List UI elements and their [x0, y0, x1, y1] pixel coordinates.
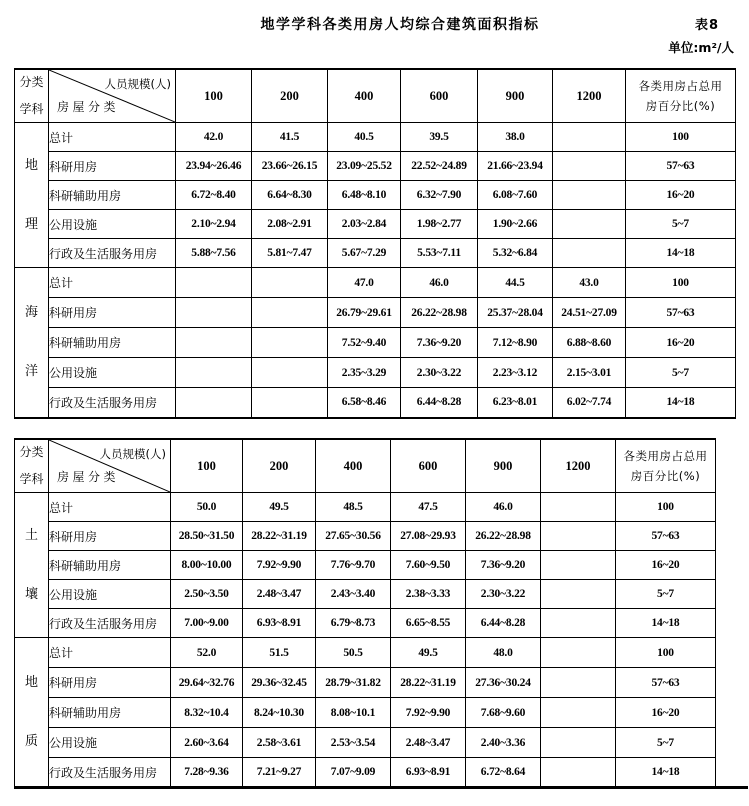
- row-label: 科研用房: [49, 668, 171, 698]
- value-cell: 48.5: [316, 493, 391, 522]
- value-cell: 2.40~3.36: [466, 728, 541, 758]
- table-row: [15, 358, 736, 388]
- value-cell: 2.58~3.61: [243, 728, 316, 758]
- row-label: 科研辅助用房: [49, 328, 176, 358]
- value-cell: 49.5: [243, 493, 316, 522]
- value-cell: [176, 268, 252, 298]
- value-cell: 7.76~9.70: [316, 551, 391, 580]
- row-label: 科研辅助用房: [49, 181, 176, 210]
- value-cell: 2.53~3.54: [316, 728, 391, 758]
- percent-header-line: 各类用房占总用: [623, 449, 708, 463]
- value-cell: [541, 728, 616, 758]
- value-cell: 7.21~9.27: [243, 758, 316, 788]
- scale-header: 600: [391, 439, 466, 493]
- area-table-bottom: [14, 438, 716, 789]
- table-row: [15, 181, 736, 210]
- value-cell: [541, 522, 616, 551]
- header-row: [15, 69, 736, 123]
- table-row: [15, 152, 736, 181]
- value-cell: 23.09~25.52: [328, 152, 401, 181]
- value-cell: 2.30~3.22: [401, 358, 478, 388]
- scale-header: 200: [252, 69, 328, 123]
- value-cell: 48.0: [466, 638, 541, 668]
- value-cell: 26.22~28.98: [401, 298, 478, 328]
- value-cell: 22.52~24.89: [401, 152, 478, 181]
- value-cell: 2.08~2.91: [252, 210, 328, 239]
- value-cell: [541, 609, 616, 638]
- value-cell: 2.10~2.94: [176, 210, 252, 239]
- value-cell: 47.5: [391, 493, 466, 522]
- corner-bottom-label: 学科: [19, 102, 44, 116]
- value-cell: 39.5: [401, 123, 478, 152]
- value-cell: 24.51~27.09: [553, 298, 626, 328]
- row-label: 公用设施: [49, 210, 176, 239]
- subject-char: 地: [24, 157, 38, 173]
- percent-header-line: 房百分比(%): [645, 99, 716, 113]
- value-cell: 26.22~28.98: [466, 522, 541, 551]
- scale-header: 100: [176, 69, 252, 123]
- value-cell: 6.58~8.46: [328, 388, 401, 418]
- subject-char: 土: [24, 527, 38, 543]
- value-cell: [176, 328, 252, 358]
- subject-char: 理: [24, 216, 38, 232]
- value-cell: 50.0: [171, 493, 243, 522]
- table-row: [15, 668, 716, 698]
- corner-top-label: 分类: [19, 445, 44, 459]
- value-cell: 5.81~7.47: [252, 239, 328, 268]
- percent-cell: 5~7: [616, 580, 716, 609]
- percent-cell: 16~20: [626, 328, 736, 358]
- value-cell: [176, 298, 252, 328]
- table-row: [15, 522, 716, 551]
- value-cell: 46.0: [401, 268, 478, 298]
- value-cell: [553, 181, 626, 210]
- value-cell: 5.53~7.11: [401, 239, 478, 268]
- percent-header-line: 各类用房占总用: [638, 79, 723, 93]
- value-cell: 2.15~3.01: [553, 358, 626, 388]
- value-cell: 6.02~7.74: [553, 388, 626, 418]
- value-cell: 6.65~8.55: [391, 609, 466, 638]
- diagonal-header-cell: [49, 69, 176, 123]
- value-cell: 27.08~29.93: [391, 522, 466, 551]
- row-label: 总计: [49, 123, 176, 152]
- row-label: 总计: [49, 268, 176, 298]
- table-row: [15, 328, 736, 358]
- value-cell: [553, 123, 626, 152]
- value-cell: 2.50~3.50: [171, 580, 243, 609]
- percent-cell: 14~18: [616, 609, 716, 638]
- value-cell: 7.36~9.20: [401, 328, 478, 358]
- value-cell: 5.88~7.56: [176, 239, 252, 268]
- corner-cell: [15, 439, 49, 493]
- table-row: [15, 388, 736, 418]
- table-body: [15, 69, 736, 418]
- value-cell: 28.50~31.50: [171, 522, 243, 551]
- value-cell: 6.64~8.30: [252, 181, 328, 210]
- table-row: [15, 268, 736, 298]
- table-number: 表8: [694, 18, 719, 33]
- percent-cell: 57~63: [616, 522, 716, 551]
- value-cell: 50.5: [316, 638, 391, 668]
- subject-char: 洋: [24, 363, 38, 379]
- page-title: 地学学科各类用房人均综合建筑面积指标: [260, 17, 540, 33]
- value-cell: [553, 152, 626, 181]
- value-cell: 28.22~31.19: [243, 522, 316, 551]
- value-cell: 1.98~2.77: [401, 210, 478, 239]
- percent-cell: 100: [626, 268, 736, 298]
- value-cell: 8.08~10.1: [316, 698, 391, 728]
- percent-cell: 16~20: [626, 181, 736, 210]
- value-cell: 29.64~32.76: [171, 668, 243, 698]
- area-table-top: [14, 68, 736, 419]
- percent-cell: 57~63: [626, 298, 736, 328]
- value-cell: 23.66~26.15: [252, 152, 328, 181]
- value-cell: 2.03~2.84: [328, 210, 401, 239]
- value-cell: 27.36~30.24: [466, 668, 541, 698]
- value-cell: [541, 758, 616, 788]
- bottom-rule: [14, 786, 748, 789]
- value-cell: 7.36~9.20: [466, 551, 541, 580]
- percent-cell: 16~20: [616, 698, 716, 728]
- value-cell: 6.72~8.64: [466, 758, 541, 788]
- diagonal-bottom-label: 房屋分类: [57, 100, 120, 114]
- table-row: [15, 298, 736, 328]
- percent-cell: 14~18: [626, 239, 736, 268]
- row-label: 行政及生活服务用房: [49, 758, 171, 788]
- value-cell: 7.28~9.36: [171, 758, 243, 788]
- value-cell: 6.72~8.40: [176, 181, 252, 210]
- percent-cell: 16~20: [616, 551, 716, 580]
- value-cell: 6.44~8.28: [401, 388, 478, 418]
- value-cell: 38.0: [478, 123, 553, 152]
- value-cell: [541, 551, 616, 580]
- value-cell: 40.5: [328, 123, 401, 152]
- subject-char: 壤: [24, 586, 38, 602]
- percent-cell: 5~7: [626, 358, 736, 388]
- value-cell: 25.37~28.04: [478, 298, 553, 328]
- value-cell: 6.88~8.60: [553, 328, 626, 358]
- table-row: [15, 493, 716, 522]
- value-cell: 44.5: [478, 268, 553, 298]
- row-label: 科研用房: [49, 152, 176, 181]
- percent-cell: 57~63: [626, 152, 736, 181]
- value-cell: 2.30~3.22: [466, 580, 541, 609]
- diagonal-top-label: 人员规模(人): [99, 447, 166, 461]
- row-label: 公用设施: [49, 580, 171, 609]
- percent-cell: 14~18: [616, 758, 716, 788]
- row-label: 科研用房: [49, 522, 171, 551]
- value-cell: [541, 698, 616, 728]
- diagonal-top-label: 人员规模(人): [104, 77, 171, 91]
- scale-header: 100: [171, 439, 243, 493]
- scale-header: 900: [478, 69, 553, 123]
- diagonal-header-cell: [49, 439, 171, 493]
- value-cell: [553, 239, 626, 268]
- subject-char: 质: [24, 733, 38, 749]
- value-cell: 7.68~9.60: [466, 698, 541, 728]
- value-cell: 2.35~3.29: [328, 358, 401, 388]
- value-cell: 28.79~31.82: [316, 668, 391, 698]
- value-cell: 41.5: [252, 123, 328, 152]
- table-row: [15, 638, 716, 668]
- scale-header: 400: [328, 69, 401, 123]
- scale-header: 900: [466, 439, 541, 493]
- value-cell: 42.0: [176, 123, 252, 152]
- value-cell: 6.93~8.91: [391, 758, 466, 788]
- subject-char: 海: [24, 304, 38, 320]
- value-cell: [541, 668, 616, 698]
- corner-wrap: [15, 440, 48, 492]
- value-cell: [553, 210, 626, 239]
- row-label: 行政及生活服务用房: [49, 239, 176, 268]
- value-cell: 28.22~31.19: [391, 668, 466, 698]
- subject-cell: [15, 638, 49, 788]
- row-label: 公用设施: [49, 728, 171, 758]
- scale-header: 200: [243, 439, 316, 493]
- diagonal-bottom-label: 房屋分类: [57, 470, 120, 484]
- subject-cell: [15, 268, 49, 418]
- table-row: [15, 551, 716, 580]
- percent-cell: 100: [616, 638, 716, 668]
- percent-cell: 5~7: [626, 210, 736, 239]
- value-cell: 7.52~9.40: [328, 328, 401, 358]
- percent-cell: 5~7: [616, 728, 716, 758]
- value-cell: 6.79~8.73: [316, 609, 391, 638]
- header-row: [15, 439, 716, 493]
- corner-cell: [15, 69, 49, 123]
- row-label: 总计: [49, 493, 171, 522]
- value-cell: [176, 388, 252, 418]
- value-cell: 2.60~3.64: [171, 728, 243, 758]
- table-row: [15, 580, 716, 609]
- value-cell: 7.07~9.09: [316, 758, 391, 788]
- row-label: 科研用房: [49, 298, 176, 328]
- value-cell: 2.23~3.12: [478, 358, 553, 388]
- value-cell: 23.94~26.46: [176, 152, 252, 181]
- percent-header-wrap: [616, 440, 715, 492]
- value-cell: 1.90~2.66: [478, 210, 553, 239]
- scale-header: 600: [401, 69, 478, 123]
- value-cell: [252, 268, 328, 298]
- table-body: [15, 439, 716, 788]
- table-row: [15, 123, 736, 152]
- value-cell: 27.65~30.56: [316, 522, 391, 551]
- value-cell: [176, 358, 252, 388]
- percent-cell: 57~63: [616, 668, 716, 698]
- subject-cell: [15, 123, 49, 268]
- value-cell: 8.32~10.4: [171, 698, 243, 728]
- value-cell: 7.12~8.90: [478, 328, 553, 358]
- value-cell: 43.0: [553, 268, 626, 298]
- row-label: 总计: [49, 638, 171, 668]
- value-cell: 52.0: [171, 638, 243, 668]
- value-cell: 6.44~8.28: [466, 609, 541, 638]
- percent-header-line: 房百分比(%): [630, 469, 701, 483]
- value-cell: 21.66~23.94: [478, 152, 553, 181]
- subject-cell: [15, 493, 49, 638]
- scale-header: 1200: [541, 439, 616, 493]
- scale-header: 1200: [553, 69, 626, 123]
- scale-header: 400: [316, 439, 391, 493]
- value-cell: [252, 328, 328, 358]
- unit-label: 单位:m²/人: [668, 40, 734, 55]
- value-cell: 49.5: [391, 638, 466, 668]
- table-row: [15, 758, 716, 788]
- table-row: [15, 728, 716, 758]
- row-label: 公用设施: [49, 358, 176, 388]
- table-row: [15, 609, 716, 638]
- value-cell: 51.5: [243, 638, 316, 668]
- value-cell: 7.00~9.00: [171, 609, 243, 638]
- value-cell: [252, 358, 328, 388]
- value-cell: 2.48~3.47: [391, 728, 466, 758]
- value-cell: 26.79~29.61: [328, 298, 401, 328]
- value-cell: 6.93~8.91: [243, 609, 316, 638]
- value-cell: 6.32~7.90: [401, 181, 478, 210]
- value-cell: 6.23~8.01: [478, 388, 553, 418]
- row-label: 科研辅助用房: [49, 551, 171, 580]
- value-cell: 7.92~9.90: [243, 551, 316, 580]
- table-row: [15, 239, 736, 268]
- value-cell: 2.43~3.40: [316, 580, 391, 609]
- row-label: 科研辅助用房: [49, 698, 171, 728]
- value-cell: 47.0: [328, 268, 401, 298]
- percent-header-cell: [616, 439, 716, 493]
- value-cell: [541, 493, 616, 522]
- corner-top-label: 分类: [19, 75, 44, 89]
- table-row: [15, 698, 716, 728]
- value-cell: [541, 580, 616, 609]
- percent-header-cell: [626, 69, 736, 123]
- percent-cell: 100: [626, 123, 736, 152]
- corner-bottom-label: 学科: [19, 472, 44, 486]
- table-row: [15, 210, 736, 239]
- row-label: 行政及生活服务用房: [49, 388, 176, 418]
- value-cell: 8.24~10.30: [243, 698, 316, 728]
- value-cell: [252, 298, 328, 328]
- value-cell: 2.48~3.47: [243, 580, 316, 609]
- subject-char: 地: [24, 674, 38, 690]
- value-cell: [541, 638, 616, 668]
- value-cell: 5.32~6.84: [478, 239, 553, 268]
- value-cell: [252, 388, 328, 418]
- percent-cell: 14~18: [626, 388, 736, 418]
- value-cell: 6.48~8.10: [328, 181, 401, 210]
- value-cell: 29.36~32.45: [243, 668, 316, 698]
- value-cell: 2.38~3.33: [391, 580, 466, 609]
- value-cell: 6.08~7.60: [478, 181, 553, 210]
- value-cell: 7.92~9.90: [391, 698, 466, 728]
- corner-wrap: [15, 70, 48, 122]
- row-label: 行政及生活服务用房: [49, 609, 171, 638]
- value-cell: 46.0: [466, 493, 541, 522]
- value-cell: 7.60~9.50: [391, 551, 466, 580]
- value-cell: 8.00~10.00: [171, 551, 243, 580]
- value-cell: 5.67~7.29: [328, 239, 401, 268]
- percent-cell: 100: [616, 493, 716, 522]
- percent-header-wrap: [626, 70, 735, 122]
